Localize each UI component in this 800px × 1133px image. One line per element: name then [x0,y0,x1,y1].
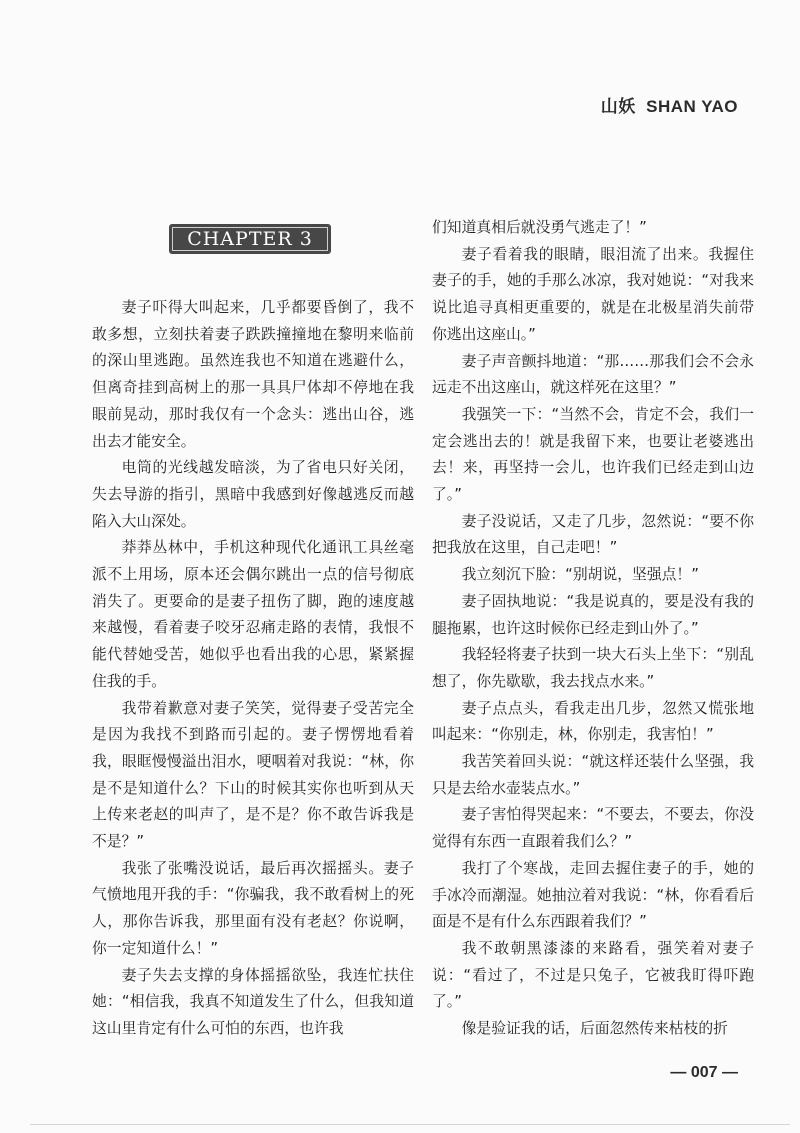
chapter-label: CHAPTER 3 [187,228,313,250]
chapter-badge [170,225,330,253]
paragraph: 妻子声音颤抖地道：“那……那我们会不会永远走不出这座山，就这样死在这里？” [432,352,754,397]
paragraph: 像是验证我的话，后面忽然传来枯枝的折 [461,1020,728,1038]
running-header [601,92,738,117]
paragraph: 妻子失去支撑的身体摇摇欲坠，我连忙扶住她：“相信我，我真不知道发生了什么，但我知道这山里肯定有什么可怕的东西，也许我 [92,966,414,1037]
paragraph: 我立刻沉下脸：“别胡说，坚强点！” [461,566,699,584]
paragraph: 我苦笑着回头说：“就这样还装什么坚强，我只是去给水壶装点水。” [432,753,754,797]
header-title-en: SHAN YAO [646,97,738,116]
right-text-column [432,215,754,1043]
paragraph: 妻子害怕得哭起来：“不要去，不要去，你没觉得有东西一直跟着我们么？” [432,806,754,851]
page-number: — 007 — [670,1064,738,1081]
paragraph: 我强笑一下：“当然不会，肯定不会，我们一定会逃出去的！就是我留下来，也要让老婆逃出去！来，再坚持一会儿，也许我们已经走到山边了。” [432,405,754,504]
paragraph-continuation: 们知道真相后就没勇气逃走了！” [432,219,647,236]
paragraph: 我带着歉意对妻子笑笑，觉得妻子受苦完全是因为我找不到路而引起的。妻子愣愣地看着我，眼眶慢慢溢出泪水，哽咽着对我说：“林，你是不是知道什么？下山的时候其实你也听到从天上传来老赵的叫声了，是不是？你不敢告诉我是不是？” [92,699,414,851]
paragraph: 电筒的光线越发暗淡，为了省电只好关闭，失去导游的指引，黑暗中我感到好像越逃反而越陷入大山深处。 [92,459,414,530]
paragraph: 我张了张嘴没说话，最后再次摇摇头。妻子气愤地甩开我的手：“你骗我，我不敢看树上的死人，那你告诉我，那里面有没有老赵？你说啊，你一定知道什么！” [92,859,414,957]
paragraph: 我打了个寒战，走回去握住妻子的手，她的手冰冷而潮湿。她抽泣着对我说：“林，你看看后面是不是有什么东西跟着我们？” [432,859,754,931]
paragraph: 妻子固执地说：“我是说真的，要是没有我的腿拖累，也许这时候你已经走到山外了。” [432,592,754,637]
paragraph: 妻子吓得大叫起来，几乎都要昏倒了，我不敢多想，立刻扶着妻子跌跌撞撞地在黎明来临前的深山里逃跑。虽然连我也不知道在逃避什么，但离奇挂到高树上的那一具具尸体却不停地在我眼前晃动，那时我仅有一个念头：逃出山谷，逃出去才能安全。 [92,299,414,450]
paragraph: 妻子看着我的眼睛，眼泪流了出来。我握住妻子的手，她的手那么冰凉，我对她说：“对我来说比追寻真相更重要的，就是在北极星消失前带你逃出这座山。” [432,245,754,343]
page-edge-divider [30,1124,790,1125]
paragraph: 妻子点点头，看我走出几步，忽然又慌张地叫起来：“你别走，林，你别走，我害怕！” [432,699,754,744]
left-text-column [92,295,414,1043]
paragraph: 莽莽丛林中，手机这种现代化通讯工具丝毫派不上用场，原本还会偶尔跳出一点的信号彻底消失了。更要命的是妻子扭伤了脚，跑的速度越来越慢，看着妻子咬牙忍痛走路的表情，我恨不能代替她受苦，她似乎也看出我的心思，紧紧握住我的手。 [92,539,414,690]
paragraph: 我不敢朝黑漆漆的来路看，强笑着对妻子说：“看过了，不过是只兔子，它被我盯得吓跑了。” [432,939,754,1011]
paragraph: 妻子没说话，又走了几步，忽然说：“要不你把我放在这里，自己走吧！” [432,512,754,557]
paragraph: 我轻轻将妻子扶到一块大石头上坐下：“别乱想了，你先歇歇，我去找点水来。” [432,646,754,690]
header-title-cn: 山妖 [600,97,636,117]
